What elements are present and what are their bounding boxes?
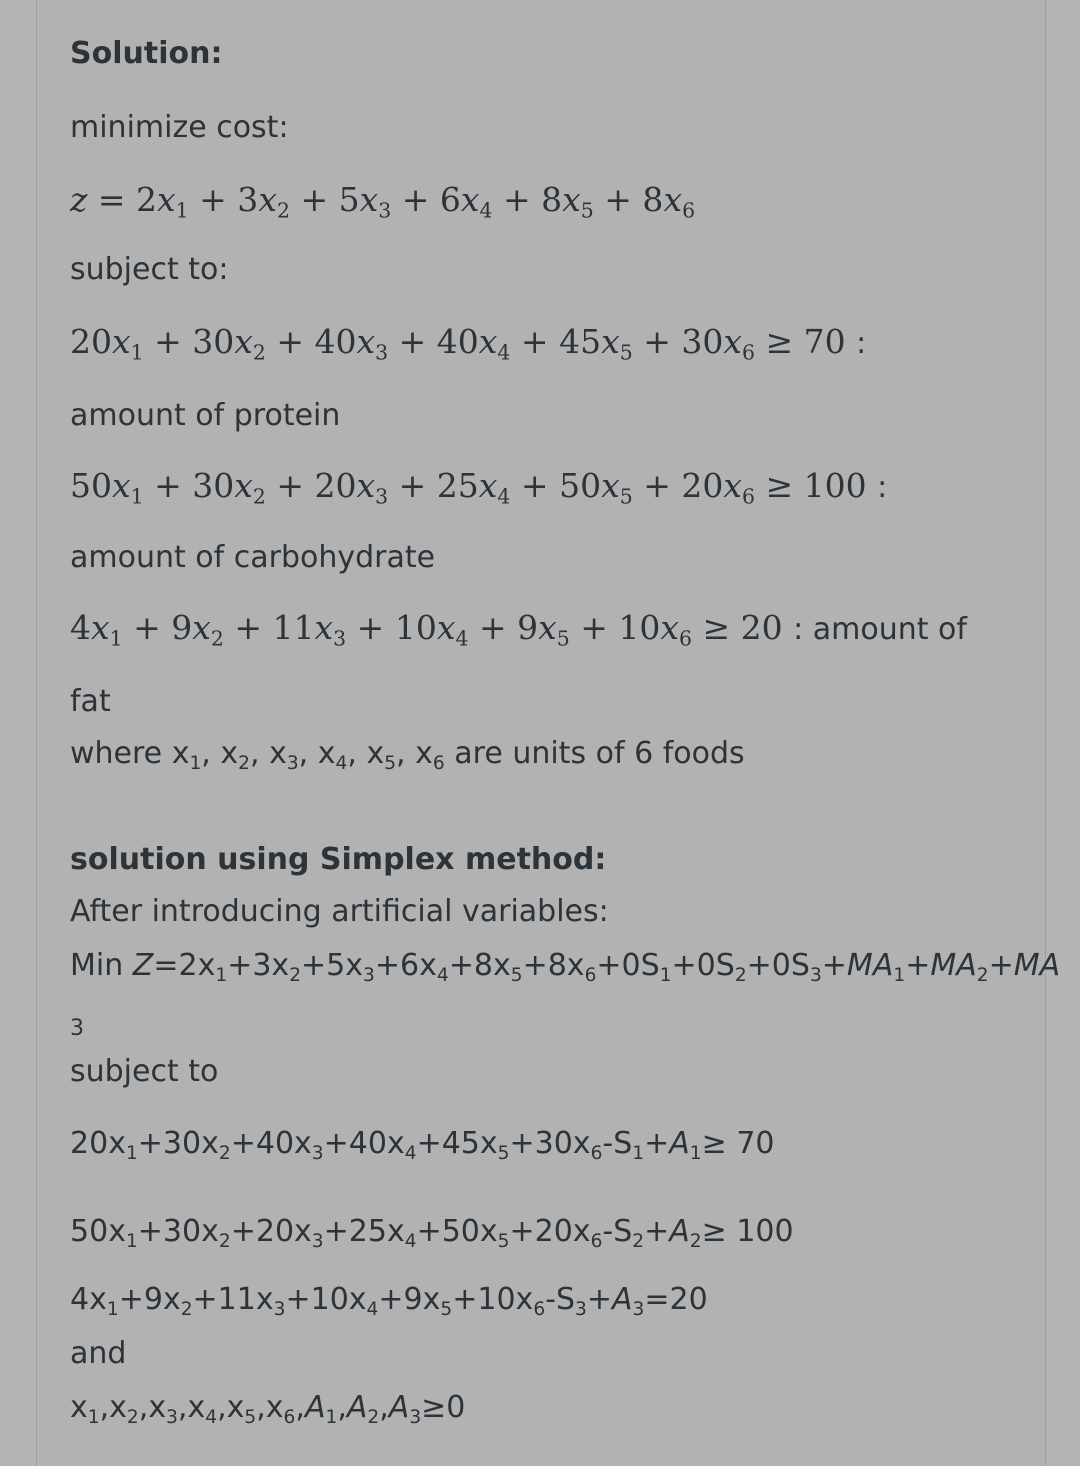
constraint-protein-colon: : <box>856 326 867 361</box>
constraint-carbohydrate-colon: : <box>877 470 888 505</box>
constraint-fat-note: : amount of <box>793 612 967 647</box>
variables-note: where $x_1$, $x_2$, $x_3$, $x_4$, $x_5$, $x_6$ are units of 6 foods <box>70 736 745 774</box>
constraint-protein-expr: $20x_1 + 30x_2 + 40x_3 + 40x_4 + 45x_5 + 30x_6 \ge 70$ <box>70 322 846 365</box>
standard-constraint-3: $4x_1+9x_2+11x_3+10x_4+9x_5+10x_6-S_3+A_3=20$ <box>70 1282 708 1320</box>
minimize-label: minimize cost: <box>70 110 289 145</box>
subject-to-label-2: subject to <box>70 1054 219 1089</box>
and-label: and <box>70 1336 127 1371</box>
constraint-fat-expr: $4x_1 + 9x_2 + 11x_3 + 10x_4 + 9x_5 + 10x_6 \ge 20$ <box>70 608 783 651</box>
constraint-carbohydrate-desc: amount of carbohydrate <box>70 540 436 575</box>
non-negativity: $x_1,x_2,x_3,x_4,x_5,x_6,A_1,A_2,A_3\ge 0$ <box>70 1390 466 1428</box>
subject-to-label: subject to: <box>70 252 229 287</box>
min-z-overflow: 3 <box>70 1016 84 1041</box>
constraint-carbohydrate <box>70 466 888 509</box>
min-z-expression: Min $Z=2x_1+3x_2+5x_3+6x_4+8x_5+8x_6+0S_1+0S_2+0S_3+MA_1+MA_2+MA$ <box>70 948 1061 986</box>
constraint-protein <box>70 322 867 365</box>
artificial-note: After introducing artificial variables: <box>70 894 609 929</box>
objective-function <box>70 180 696 223</box>
simplex-heading: solution using Simplex method: <box>70 842 607 877</box>
solution-heading: Solution: <box>70 36 223 71</box>
constraint-carbohydrate-expr: $50x_1 + 30x_2 + 20x_3 + 25x_4 + 50x_5 + 20x_6 \ge 100$ <box>70 466 867 509</box>
objective-expr: $z = 2x_1 + 3x_2 + 5x_3 + 6x_4 + 8x_5 + 8x_6$ <box>70 180 696 223</box>
constraint-protein-desc: amount of protein <box>70 398 341 433</box>
constraint-fat <box>70 608 967 651</box>
standard-constraint-1: $20x_1+30x_2+40x_3+40x_4+45x_5+30x_6-S_1+A_1\ge 70$ <box>70 1126 775 1164</box>
constraint-fat-desc: fat <box>70 684 111 719</box>
standard-constraint-2: $50x_1+30x_2+20x_3+25x_4+50x_5+20x_6-S_2+A_2\ge 100$ <box>70 1214 794 1252</box>
